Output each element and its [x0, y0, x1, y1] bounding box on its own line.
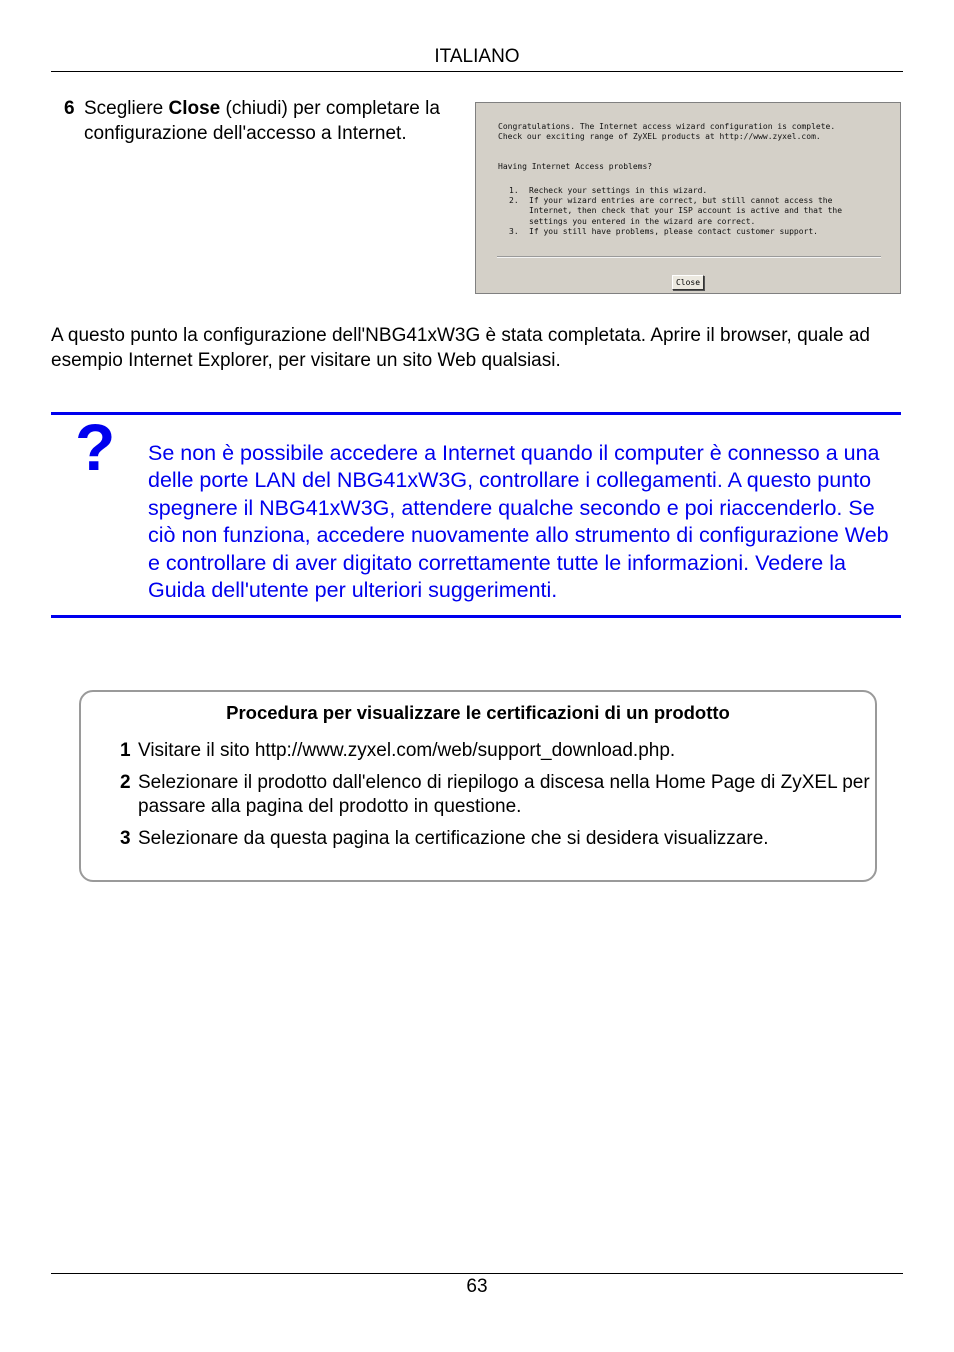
wizard-complete-screenshot	[475, 102, 901, 294]
page-number: 63	[466, 1276, 488, 1297]
note-bottom-rule	[51, 615, 901, 618]
step-bold-word: Close	[168, 98, 221, 119]
list-item: 2. If your wizard entries are correct, but still cannot access the Internet, then check that your ISP account is active and that the settings you entered in the wizard are correct.	[509, 196, 843, 226]
step-text-after: (chiudi) per completare la configurazione dell'accesso a Internet.	[84, 98, 440, 144]
header-language: ITALIANO	[434, 46, 520, 67]
header-rule	[51, 71, 903, 72]
troubleshooting-list	[509, 186, 879, 237]
procedure-title: Procedura per visualizzare le certificazioni di un prodotto	[226, 702, 730, 723]
congrats-message	[498, 122, 888, 142]
footer-rule	[51, 1273, 903, 1274]
congrats-line-1: Congratulations. The Internet access wizard configuration is complete.	[498, 122, 836, 131]
congrats-line-2: Check our exciting range of ZyXEL products at http://www.zyxel.com.	[498, 132, 821, 142]
step-number: 6	[64, 98, 75, 119]
list-item: 1. Recheck your settings in this wizard.	[509, 186, 708, 195]
step-text	[84, 97, 469, 146]
list-item: 3. If you still have problems, please contact customer support.	[509, 226, 818, 236]
note-top-rule	[51, 412, 901, 415]
note-text: Se non è possibile accedere a Internet quando il computer è connesso a una delle porte LAN del NBG41xW3G, controllare i collegamenti. A questo punto spegnere il NBG41xW3G, attendere qualche secondo e poi riaccenderlo. Se ciò non funziona, accedere nuovamente allo strumento di configurazione Web e controllare di aver digitato correttamente tutte le informazioni. Vedere la Guida dell'utente per ulteriori suggerimenti.	[148, 441, 889, 603]
list-item: 2 Selezionare il prodotto dall'elenco di riepilogo a discesa nella Home Page di ZyXEL per passare alla pagina del prodotto in questione.	[120, 771, 870, 817]
list-item: 1 Visitare il sito http://www.zyxel.com/web/support_download.php.	[120, 740, 676, 761]
question-mark-icon: ?	[75, 410, 116, 484]
problems-heading: Having Internet Access problems?	[498, 162, 653, 171]
completion-paragraph: A questo punto la configurazione dell'NBG41xW3G è stata completata. Aprire il browser, quale ad esempio Internet Explorer, per visitare un sito Web qualsiasi.	[51, 325, 870, 371]
procedure-steps	[120, 739, 870, 858]
close-button[interactable]: Close	[672, 275, 704, 290]
dialog-separator	[497, 256, 881, 258]
list-item: 3 Selezionare da questa pagina la certificazione che si desidera visualizzare.	[120, 827, 769, 849]
step-text-before: Scegliere	[84, 98, 169, 119]
